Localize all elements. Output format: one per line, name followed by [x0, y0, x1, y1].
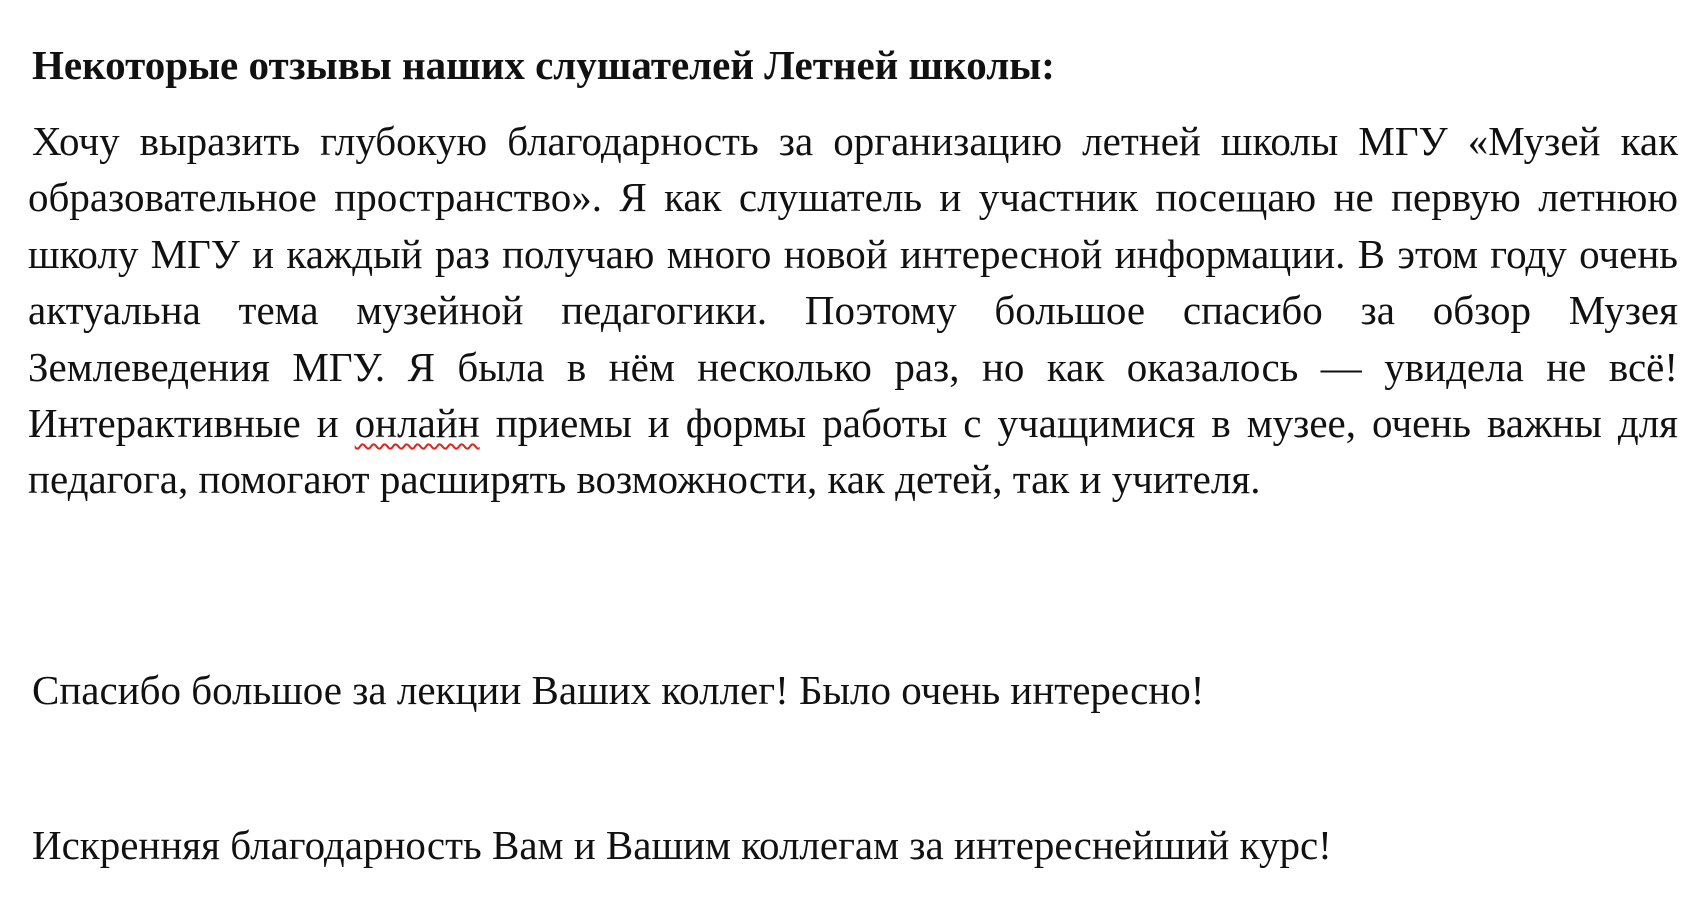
- document-heading: Некоторые отзывы наших слушателей Летней школы:: [32, 42, 1055, 88]
- review-1-text-end: приемы и формы работы с учащимися в музее, очень важны для педагога, помогают расширять возможности, как детей, так и учителя.: [28, 400, 1679, 503]
- review-paragraph-1: [28, 113, 1678, 508]
- review-1-text-start: Хочу выразить глубокую благодарность за организацию летней школы МГУ «Музей как образовательное пространство». Я как слушатель и участник посещаю не первую летнюю школу МГУ и каждый раз получаю много новой интересной информации. В этом году очень актуальна тема музейной педагогики. Поэтому большое спасибо за обзор Музея Землеведения МГУ. Я была в нём несколько раз, но как оказалось — увидела не всё! Интерактивные и: [28, 118, 1678, 447]
- review-paragraph-3: Искренняя благодарность Вам и Вашим коллегам за интереснейший курс!: [32, 822, 1332, 868]
- review-paragraph-2: Спасибо большое за лекции Ваших коллег! Было очень интересно!: [32, 667, 1205, 713]
- spellcheck-flagged-word[interactable]: онлайн: [354, 400, 480, 447]
